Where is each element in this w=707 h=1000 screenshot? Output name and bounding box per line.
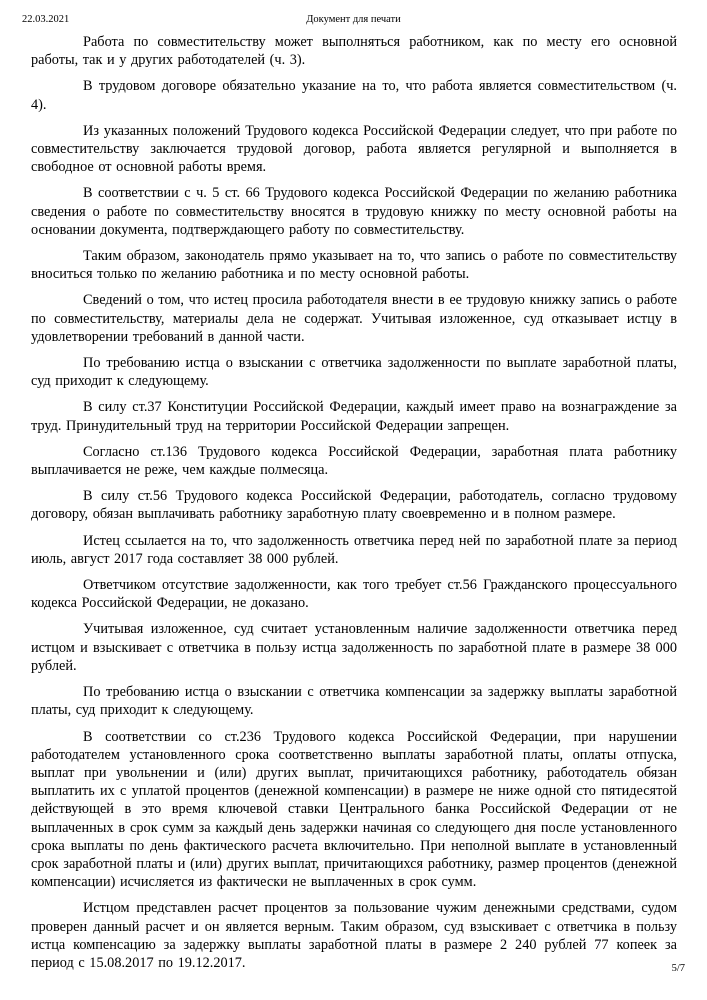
paragraph: По требованию истца о взыскании с ответчика компенсации за задержку выплаты заработной платы, суд приходит к следующему. [31,684,677,719]
paragraph: Учитывая изложенное, суд считает установленным наличие задолженности ответчика перед истцом и взыскивает с ответчика в пользу истца задолженность по заработной плате в размере 38 000 рублей. [31,621,677,674]
paragraph: По требованию истца о взыскании с ответчика задолженности по выплате заработной платы, суд приходит к следующему. [31,355,677,390]
paragraph: Из указанных положений Трудового кодекса Российской Федерации следует, что при работе по совместительству заключается трудовой договор, работа является регулярной и выполняется в свободное от основной работы время. [31,122,677,176]
paragraph: В соответствии с ч. 5 ст. 66 Трудового кодекса Российской Федерации по желанию работника сведения о работе по совместительству вносятся в трудовую книжку по месту основной работы на основании документа, подтверждающего работу по совместительству. [31,185,677,238]
header-date: 22.03.2021 [22,14,70,25]
paragraph: В трудовом договоре обязательно указание на то, что работа является совместительством (ч. 4). [31,78,677,113]
paragraph: В соответствии со ст.236 Трудового кодекса Российской Федерации, при нарушении работодателем установленного срока соответственно выплаты заработной платы, оплаты отпуска, выплат при увольнении и (или) других выплат, причитающихся работнику, работодатель обязан выплатить их с уплатой процентов (денежной компенсации) в размере не ниже одной сто пятидесятой действующей в это время ключевой ставки Центрального банка Российской Федерации от не выплаченных в срок сумм за каждый день задержки начиная со следующего дня после установленного срока выплаты по день фактического расчета включительно. При неполной выплате в установленный срок заработной платы и (или) других выплат, причитающихся работнику, размер процентов (денежной компенсации) исчисляется из фактически не выплаченных в срок сумм. [31,728,677,891]
page-number-indicator: 5/7 [671,963,685,974]
paragraph: В силу ст.56 Трудового кодекса Российской Федерации, работодатель, согласно трудовому договору, обязан выплачивать работнику заработную плату своевременно и в полном размере. [31,488,677,523]
document-body [31,33,677,980]
document-header [0,14,707,30]
paragraph: Сведений о том, что истец просила работодателя внести в ее трудовую книжку запись о работе по совместительству, материалы дела не содержат. Учитывая изложенное, суд отказывает истцу в удовлетворении требований в данной части. [31,292,677,345]
paragraph: Ответчиком отсутствие задолженности, как того требует ст.56 Гражданского процессуального кодекса Российской Федерации, не доказано. [31,577,677,612]
paragraph: Согласно ст.136 Трудового кодекса Российской Федерации, заработная плата работнику выплачивается не реже, чем каждые полмесяца. [31,443,677,479]
paragraph: Истцом представлен расчет процентов за пользование чужим денежными средствами, судом проверен данный расчет и он является верным. Таким образом, суд взыскивает с ответчика в пользу истца компенсацию за задержку выплаты заработной платы в размере 2 240 рублей 77 копеек за период с 15.08.2017 по 19.12.2017. [31,900,677,971]
paragraph: Таким образом, законодатель прямо указывает на то, что запись о работе по совместительству вноситься только по желанию работника и по месту основной работы. [31,248,677,283]
paragraph: Работа по совместительству может выполняться работником, как по месту его основной работы, так и у других работодателей (ч. 3). [31,34,677,69]
header-title: Документ для печати [306,14,401,25]
paragraph: В силу ст.37 Конституции Российской Федерации, каждый имеет право на вознаграждение за труд. Принудительный труд на территории Российской Федерации запрещен. [31,399,677,434]
paragraph: Истец ссылается на то, что задолженность ответчика перед ней по заработной плате за период июль, август 2017 года составляет 38 000 рублей. [31,532,677,567]
